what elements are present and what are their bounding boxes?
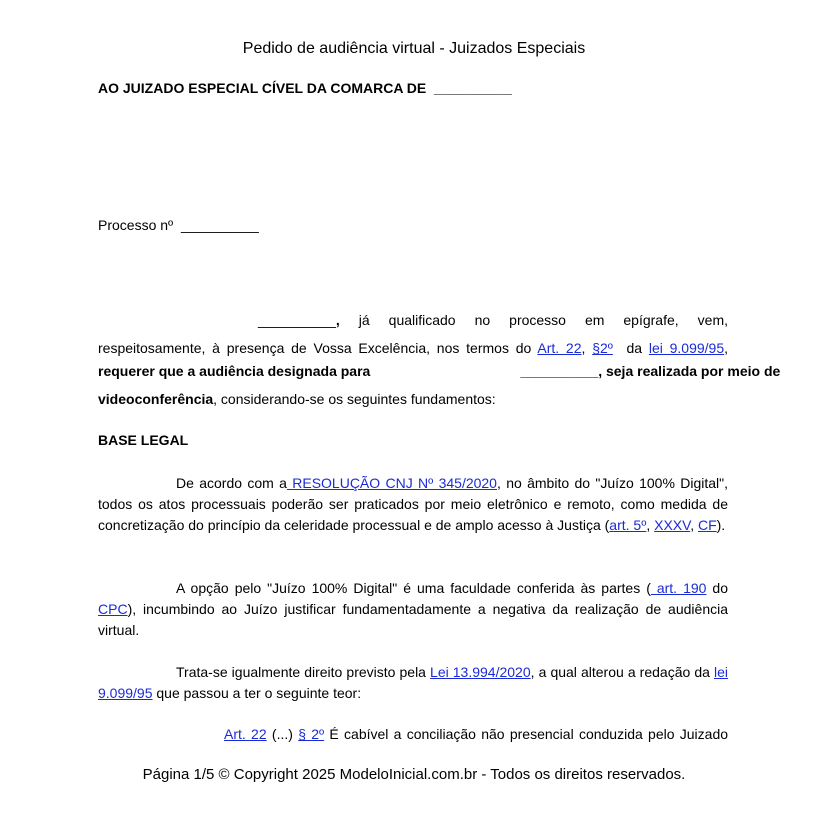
page-footer: Página 1/5 © Copyright 2025 ModeloInicial.com.br - Todos os direitos reservados. — [142, 766, 686, 783]
para1-mid: , no âmbito do "Juízo 100% Digital", todos os atos processuais poderão ser praticados por meio eletrônico e remoto, como medida de concretização do princípio da celeridade processual e de amplo acesso à Justiça ( — [98, 475, 728, 533]
link-xxxv[interactable]: XXXV — [654, 517, 691, 533]
section-title-base-legal: BASE LEGAL — [98, 432, 189, 448]
addressee-text: AO JUIZADO ESPECIAL CÍVEL DA COMARCA DE — [98, 80, 427, 96]
intro-videoconferencia: videoconferência — [98, 391, 214, 407]
para2-start: A opção pelo "Juízo 100% Digital" é uma faculdade conferida às partes ( — [176, 580, 651, 596]
quote-ellipsis: (...) — [271, 726, 293, 742]
quote-link-paragraph-2[interactable]: § 2º — [298, 726, 325, 742]
para3-end: que passou a ter o seguinte teor: — [152, 685, 362, 701]
link-lei-13994[interactable]: Lei 13.994/2020 — [430, 664, 531, 680]
quote-text: É cabível a conciliação não presencial conduzida pelo Juizado — [329, 726, 729, 742]
link-art-22[interactable]: Art. 22 — [537, 340, 582, 356]
intro-line-1: __________, já qualificado no processo em epígrafe, vem, — [258, 312, 728, 328]
comarca-blank: __________ — [434, 80, 512, 96]
link-resolucao-cnj[interactable]: RESOLUÇÃO CNJ Nº 345/2020 — [286, 475, 497, 491]
link-art-5[interactable]: art. 5º — [609, 517, 647, 533]
link-lei-9099[interactable]: lei 9.099/95 — [648, 340, 725, 356]
page-header-title: Pedido de audiência virtual - Juizados Especiais — [242, 40, 586, 57]
intro-line-3 — [98, 360, 781, 383]
hearing-blank: __________ — [520, 363, 599, 379]
process-blank: __________ — [180, 217, 259, 233]
quoted-law-text — [224, 726, 728, 742]
para3-mid: , a qual alterou a redação da — [530, 664, 710, 680]
link-cf[interactable]: CF — [697, 517, 717, 533]
intro-paragraph — [98, 309, 781, 411]
process-label: Processo nº — [98, 217, 174, 233]
intro-line3-end: , seja realizada por meio de — [598, 363, 781, 379]
paragraph-lei-13994 — [98, 662, 728, 704]
link-paragraph-2[interactable]: §2º — [592, 340, 613, 356]
link-cpc[interactable]: CPC — [98, 601, 128, 617]
intro-line-2: respeitosamente, à presença de Vossa Excelência, nos termos do Art. 22, §2º da lei 9.099/95, — [98, 340, 729, 356]
party-blank: __________ — [258, 312, 336, 328]
intro-line2-text: respeitosamente, à presença de Vossa Excelência, nos termos do — [98, 340, 532, 356]
para3-start: Trata-se igualmente direito previsto pela — [176, 664, 426, 680]
intro-line-4 — [98, 388, 728, 411]
para1-end: ). — [716, 517, 726, 533]
para1-start: De acordo com a — [176, 475, 287, 491]
paragraph-juizo-digital — [98, 578, 728, 641]
link-lei-9099-b[interactable]: lei 9.099/95 — [98, 664, 728, 701]
link-art-190[interactable]: art. 190 — [650, 580, 707, 596]
addressee-line — [98, 80, 512, 96]
para2-do: do — [706, 580, 728, 596]
paragraph-resolucao: De acordo com a RESOLUÇÃO CNJ Nº 345/2020, no âmbito do "Juízo 100% Digital", todos os atos processuais poderão ser praticados por meio eletrônico e remoto, como medida de concretização do princípio da celeridade processual e de amplo acesso à Justiça (art. 5º, XXXV, CF). — [98, 475, 728, 533]
intro-line3-start: requerer que a audiência designada para — [98, 363, 371, 379]
intro-da: da — [626, 340, 643, 356]
para2-end: ), incumbindo ao Juízo justificar fundamentadamente a negativa da realização de audiência virtual. — [98, 601, 728, 638]
quote-link-art-22[interactable]: Art. 22 — [224, 726, 267, 742]
process-number-line — [98, 217, 259, 233]
intro-line4-text: , considerando-se os seguintes fundamentos: — [213, 391, 496, 407]
intro-line1-text: já qualificado no processo em epígrafe, vem, — [358, 312, 728, 328]
